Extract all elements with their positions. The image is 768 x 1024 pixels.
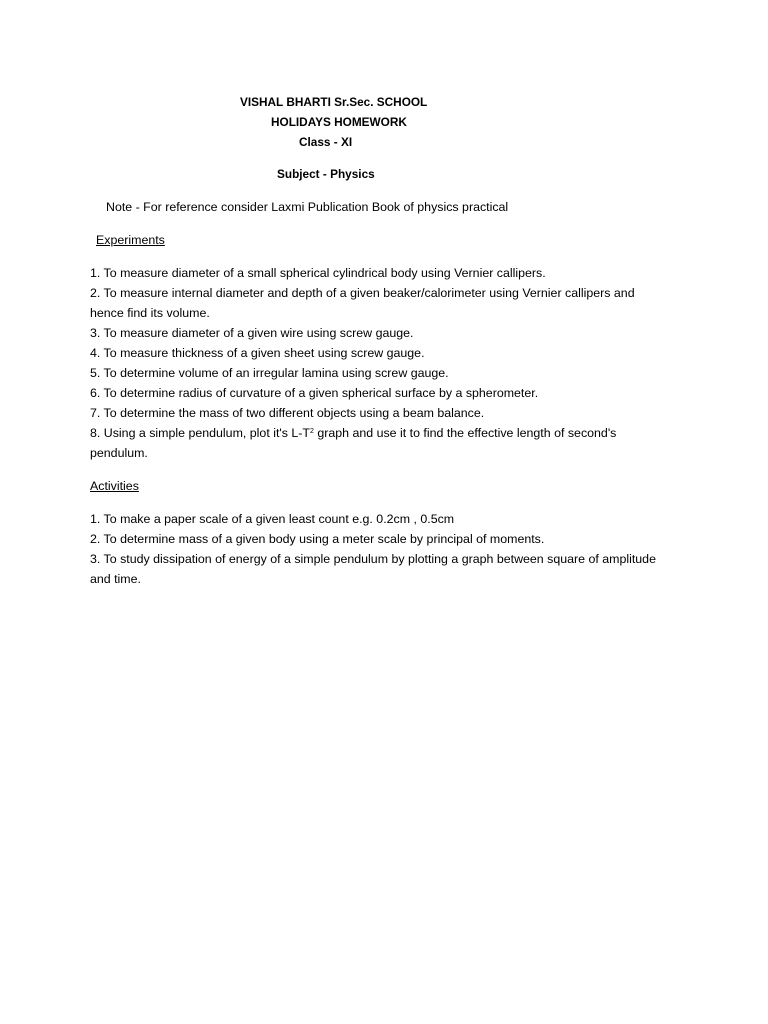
activity-item: 1. To make a paper scale of a given least count e.g. 0.2cm , 0.5cm [90,512,455,526]
experiment-item-8-text-b: graph and use it to find the effective length of second's [313,426,617,440]
reference-note: Note - For reference consider Laxmi Publication Book of physics practical [106,200,509,214]
experiment-item: 2. To measure internal diameter and depth of a given beaker/calorimeter using Vernier callipers and [90,286,635,300]
activity-item-continuation: and time. [90,572,141,586]
superscript-2: 2 [310,428,314,435]
experiment-item-continuation: hence find its volume. [90,306,210,320]
class-label: Class - XI [299,135,353,149]
school-name: VISHAL BHARTI Sr.Sec. SCHOOL [240,95,428,109]
experiment-item-continuation: pendulum. [90,446,148,460]
activity-item: 2. To determine mass of a given body using a meter scale by principal of moments. [90,532,545,546]
experiment-item-8-text-a: 8. Using a simple pendulum, plot it's L-T [90,426,310,440]
activity-item: 3. To study dissipation of energy of a simple pendulum by plotting a graph between square of amplitude [90,552,656,566]
experiments-heading: Experiments [96,233,165,247]
homework-title: HOLIDAYS HOMEWORK [271,115,407,129]
experiment-item: 5. To determine volume of an irregular lamina using screw gauge. [90,366,449,380]
experiment-item: 7. To determine the mass of two different objects using a beam balance. [90,406,485,420]
experiment-item: 1. To measure diameter of a small spherical cylindrical body using Vernier callipers. [90,266,546,280]
subject-label: Subject - Physics [277,167,375,181]
experiment-item: 6. To determine radius of curvature of a given spherical surface by a spherometer. [90,386,539,400]
experiment-item: 3. To measure diameter of a given wire using screw gauge. [90,326,414,340]
experiment-item: 4. To measure thickness of a given sheet using screw gauge. [90,346,425,360]
activities-heading: Activities [90,479,139,493]
experiment-item-8 [90,425,616,441]
